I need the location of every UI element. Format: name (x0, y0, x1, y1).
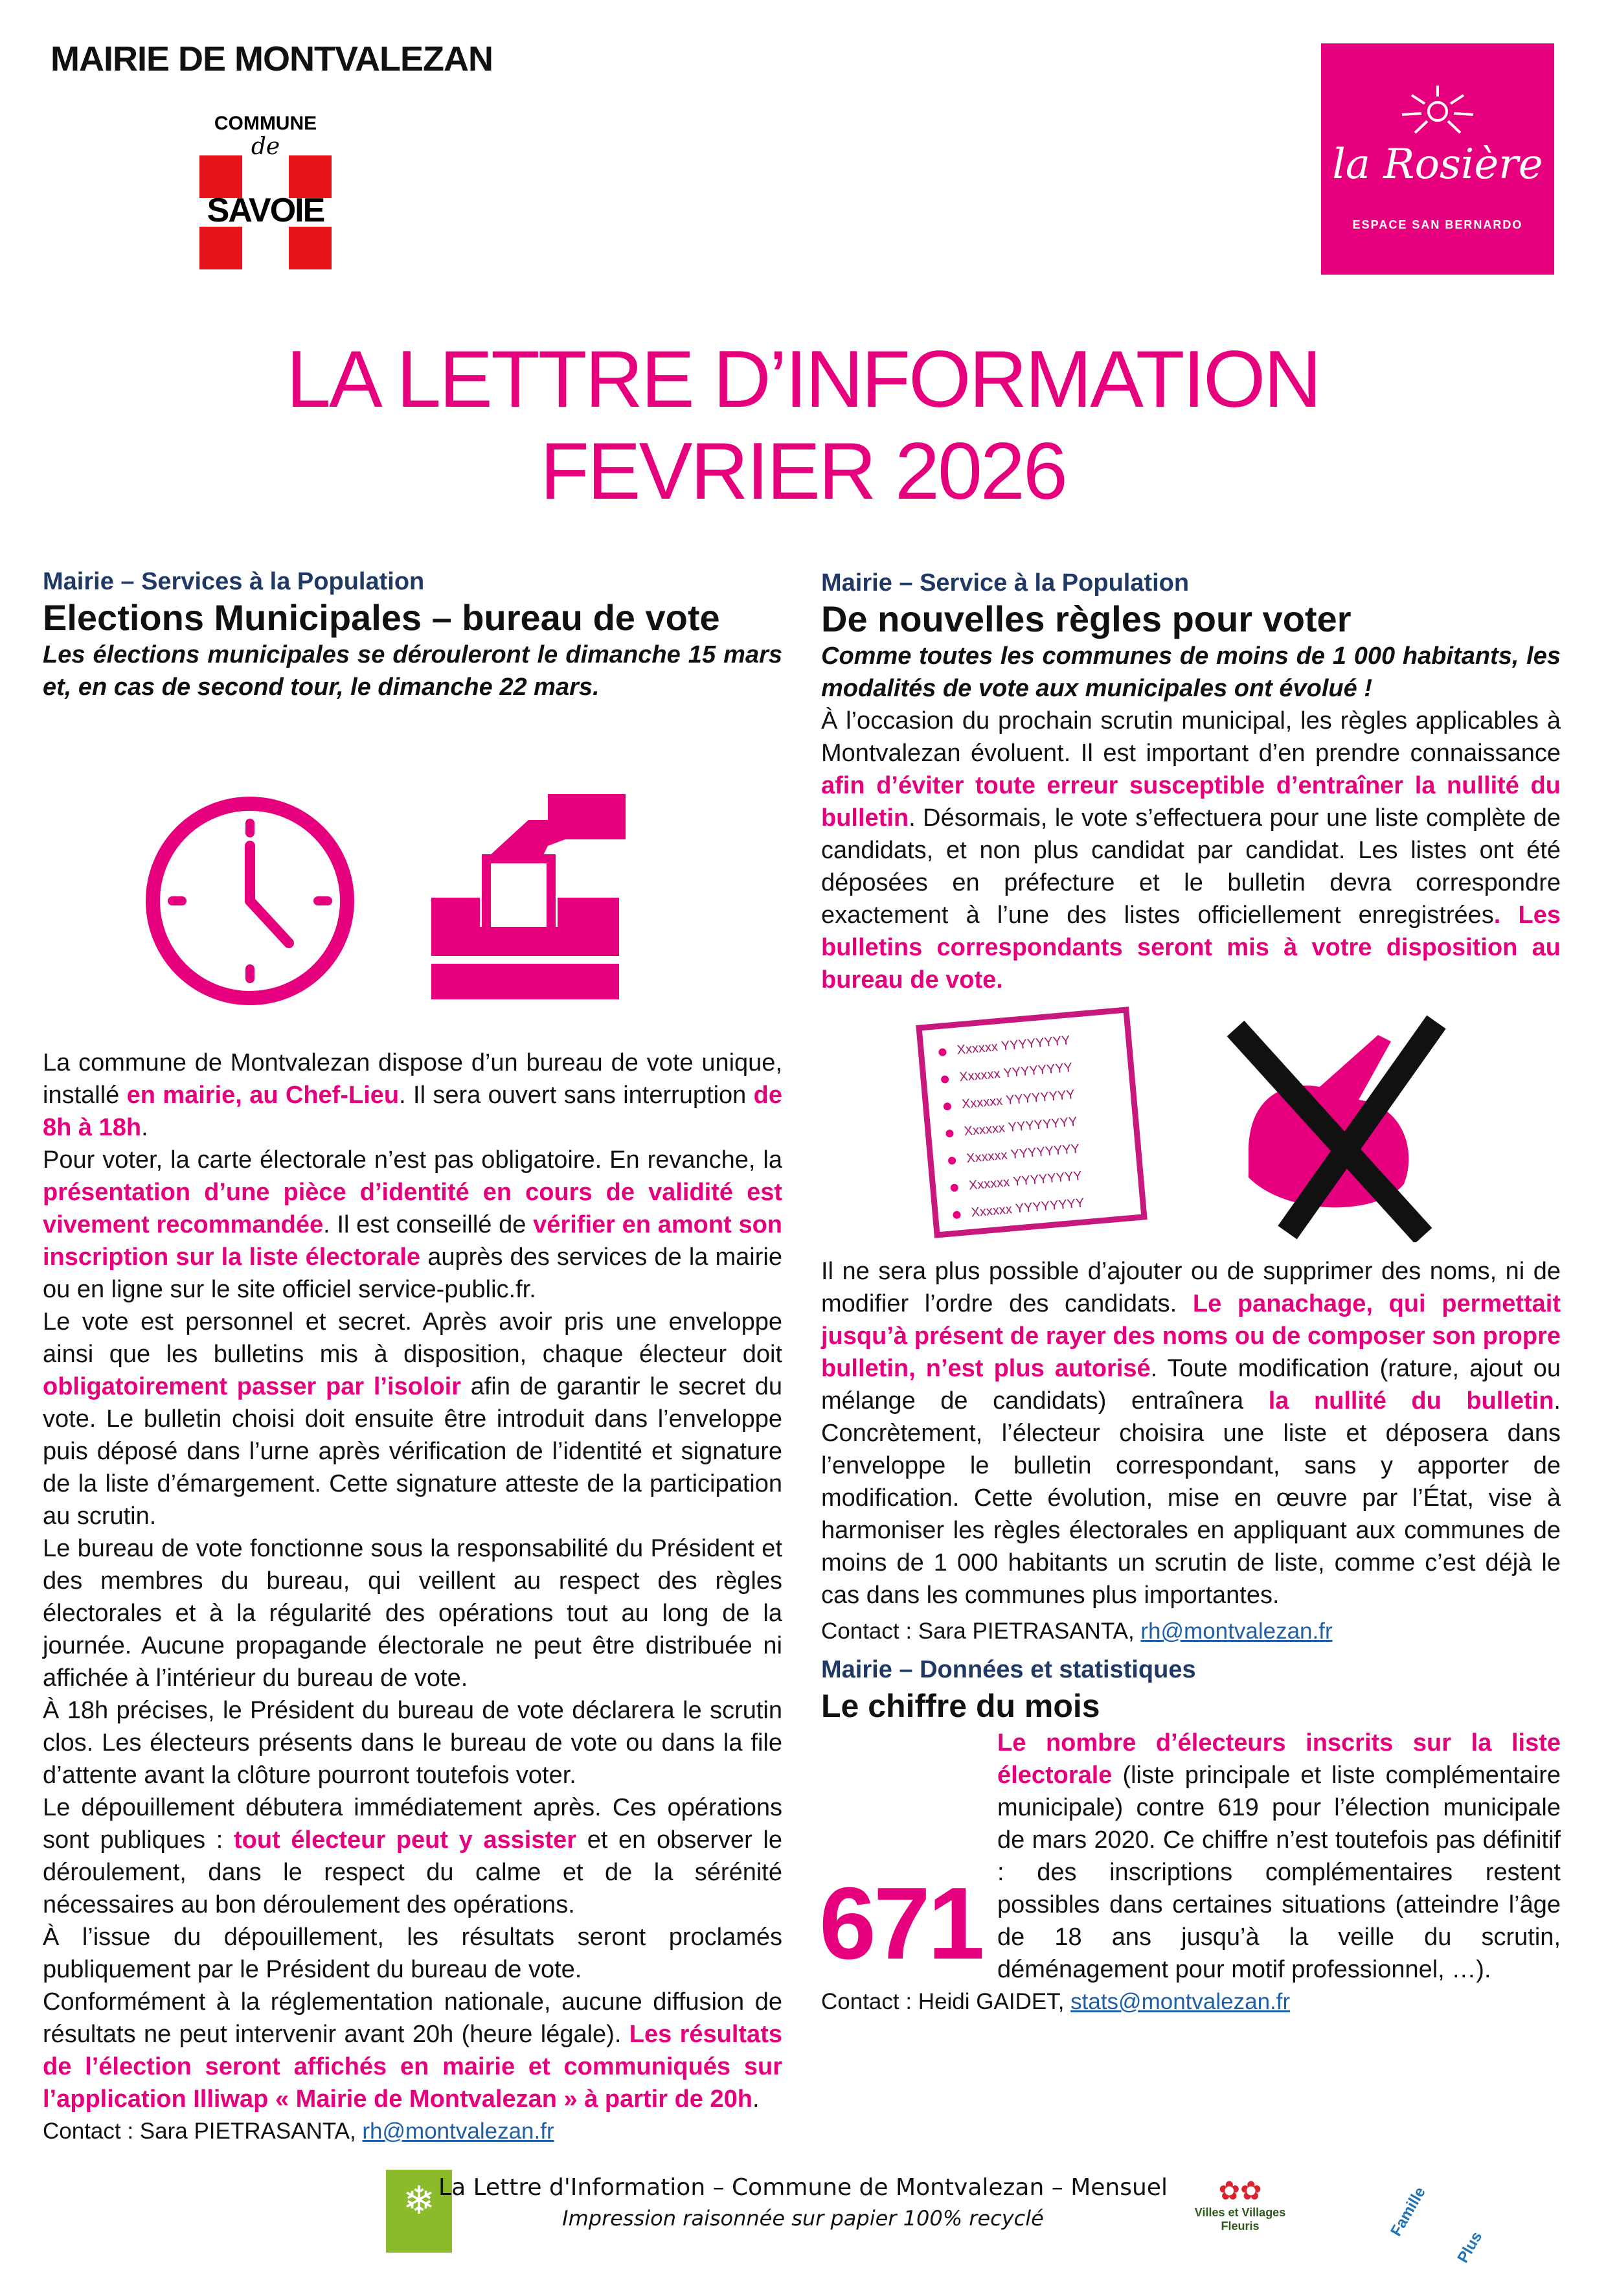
ballot-entry-name: Xxxxxx YYYYYYYY (963, 1114, 1078, 1139)
ballot-entry-name: Xxxxxx YYYYYYYY (968, 1168, 1083, 1193)
ballot-entry-name: Xxxxxx YYYYYYYY (970, 1196, 1085, 1220)
paragraph (821, 1255, 1561, 1611)
mairie-name: MAIRIE DE MONTVALEZAN (51, 40, 493, 78)
article-heading: De nouvelles règles pour voter (821, 598, 1352, 639)
contact-line (821, 1615, 1561, 1648)
stat-number: 671 (819, 1867, 982, 1981)
highlighted-text: tout électeur peut y assister (234, 1826, 577, 1854)
page-title (0, 334, 1606, 517)
text: Pour voter, la carte électorale n’est pas obligatoire. En revanche, la (43, 1146, 782, 1174)
paragraph (997, 1727, 1561, 1986)
person-icon: ● (943, 1122, 956, 1143)
text: À l’issue du dépouillement, les résultats seront proclamés publiquement par le Président du bureau de vote. (43, 1924, 782, 1983)
left-article (43, 566, 782, 2148)
person-icon: ● (947, 1176, 961, 1198)
text: . (752, 2086, 760, 2113)
contact-email-link[interactable]: rh@montvalezan.fr (362, 2119, 554, 2144)
savoie-logo-line2: de (251, 133, 280, 160)
ballot-entry-name: Xxxxxx YYYYYYYY (966, 1141, 1080, 1166)
person-icon: ● (940, 1095, 954, 1116)
contact-label: Contact : Sara PIETRASANTA, (821, 1619, 1141, 1644)
text: Le vote est personnel et secret. Après avoir pris une enveloppe ainsi que les bulletins mis à disposition, chaque électeur doit (43, 1308, 782, 1368)
article-heading: Elections Municipales – bureau de vote (43, 597, 720, 638)
footer-line-1: La Lettre d'Information – Commune de Montvalezan – Mensuel (438, 2174, 1168, 2201)
paragraph (43, 1791, 782, 1921)
highlighted-text: la nullité du bulletin (1268, 1387, 1554, 1415)
highlighted-text: vérifier en amont son inscription sur la liste électorale (43, 1211, 783, 1271)
ballot-entry-name: Xxxxxx YYYYYYYY (961, 1087, 1076, 1112)
ballot-illustration (821, 996, 1561, 1255)
rosiere-name: la Rosière (1332, 141, 1543, 188)
text: . (141, 1114, 148, 1141)
rosiere-subtitle: ESPACE SAN BERNARDO (1352, 218, 1523, 231)
highlighted-text: afin d’éviter toute erreur susceptible d’entraîner la nullité du bulletin (821, 772, 1561, 832)
article-body-top (821, 705, 1561, 996)
stats-contact-line (821, 1986, 1561, 2018)
ballot-entry-name: Xxxxxx YYYYYYYY (958, 1060, 1073, 1085)
person-icon: ● (936, 1040, 949, 1062)
text: . Toute modification (rature, ajout ou mélange de candidats) entraînera (821, 1355, 1561, 1415)
savoie-logo-line3: SAVOIE (207, 192, 324, 229)
clock-icon (143, 794, 357, 1008)
contact-label: Contact : Sara PIETRASANTA, (43, 2119, 363, 2144)
stats-body (997, 1727, 1561, 1986)
text: afin de garantir le secret du vote. Le bulletin choisi doit ensuite être introduit dans l’enveloppe puis déposé dans l’urne après vérification de l’identité et signature de la liste d’émargement. Cette signature atteste de la participation au scrutin. (43, 1373, 782, 1530)
villes-fleuris-logo (1192, 2176, 1289, 2233)
paragraph (43, 1532, 782, 1694)
snowflake-icon: ❄ (402, 2179, 436, 2222)
contact-line (43, 2115, 782, 2148)
paragraph (43, 1986, 782, 2115)
person-icon: ● (945, 1149, 958, 1170)
paragraph (43, 1144, 782, 1306)
crossed-out-pen-icon (1210, 1009, 1456, 1242)
text: Il ne sera plus possible d’ajouter ou de supprimer des noms, ni de modifier l’ordre des candidats. (821, 1258, 1561, 1317)
footer-line-2: Impression raisonnée sur papier 100% recyclé (562, 2206, 1044, 2231)
section-label: Mairie – Services à la Population (43, 568, 425, 595)
ballot-entry-name: Xxxxxx YYYYYYYY (956, 1033, 1071, 1058)
text: . Désormais, le vote s’effectuera pour une liste complète de candidats, et non plus candidat par candidat. Les listes ont été déposées en préfecture et le bulletin devra correspondre exactement à l’une des listes officiellement enregistrées (821, 804, 1561, 929)
savoie-logo-line1: COMMUNE (214, 113, 317, 134)
highlighted-text: Le panachage, qui permettait jusqu’à présent de rayer des noms ou de composer son propre bulletin, n’est plus autorisé (821, 1290, 1561, 1382)
text: À 18h précises, le Président du bureau de vote déclarera le scrutin clos. Les électeurs présents dans le bureau de vote ou dans la file d’attente avant la clôture pourront toutefois voter. (43, 1697, 782, 1789)
sun-icon (1399, 82, 1476, 141)
ballot-box-icon (418, 794, 632, 1001)
title-line-2: FEVRIER 2026 (540, 427, 1066, 516)
savoie-logo (194, 104, 337, 275)
paragraph (43, 1306, 782, 1532)
section-label: Mairie – Service à la Population (821, 569, 1190, 597)
flower-icon: ✿✿ (1218, 2177, 1262, 2205)
text: . Concrètement, l’électeur choisira une liste et déposera dans l’enveloppe le bulletin correspondant, sans y apporter de modification. Cette évolution, mise en œuvre par l’État, vise à harmoniser les règles électorales en appliquant aux communes de moins de 1 000 habitants un scrutin de liste, comme c’est déjà le cas dans les communes plus importantes. (821, 1387, 1561, 1609)
highlighted-text: Les résultats de l’élection seront affichés en mairie et communiqués sur l’application Illiwap « Mairie de Montvalezan » à partir de 20h (43, 2021, 782, 2113)
article-body (43, 1047, 782, 2115)
text: À l’occasion du prochain scrutin municipal, les règles applicables à Montvalezan évoluent. Il est important d’en prendre connaissance (821, 707, 1561, 767)
highlighted-text: de 8h à 18h (43, 1082, 783, 1141)
text: La commune de Montvalezan dispose d’un bureau de vote unique, installé (43, 1049, 782, 1109)
text: auprès des services de la mairie ou en ligne sur le site officiel service-public.fr. (43, 1244, 782, 1303)
text: . Il sera ouvert sans interruption (399, 1082, 754, 1109)
text: Le dépouillement débutera immédiatement après. Ces opérations sont publiques : (43, 1794, 782, 1854)
contact-email-link[interactable]: stats@montvalezan.fr (1070, 1989, 1291, 2014)
illustrations (43, 703, 782, 1047)
text: (liste principale et liste complémentaire municipale) contre 619 pour l’élection municipale de mars 2020. Ce chiffre n’est toutefois pas définitif : des inscriptions complémentaires restent possibles dans certaines situations (atteindre l’âge de 18 ans jusqu’à la veille du scrutin, déménagement pour motif professionnel, …). (997, 1762, 1561, 1983)
article-intro: Les élections municipales se dérouleront le dimanche 15 mars et, en cas de second tour, le dimanche 22 mars. (43, 641, 782, 701)
text: . Il est conseillé de (323, 1211, 534, 1238)
famille-plus-text: Famille Plus (1387, 2184, 1486, 2266)
highlighted-text: présentation d’une pièce d’identité en cours de validité est vivement recommandée (43, 1179, 782, 1238)
text: Conformément à la réglementation nationale, aucune diffusion de résultats ne peut intervenir avant 20h (heure légale). (43, 1988, 782, 2048)
stats-section-label: Mairie – Données et statistiques (821, 1656, 1196, 1683)
highlighted-text: . Les bulletins correspondants seront mis à votre disposition au bureau de vote. (821, 902, 1561, 994)
la-rosiere-logo (1321, 43, 1554, 275)
villes-fleuris-text: Villes et Villages Fleuris (1194, 2206, 1286, 2233)
right-article (821, 567, 1561, 2018)
paragraph (821, 705, 1561, 996)
stats-heading: Le chiffre du mois (821, 1688, 1100, 1724)
highlighted-text: obligatoirement passer par l’isoloir (43, 1373, 461, 1400)
contact-email-link[interactable]: rh@montvalezan.fr (1140, 1619, 1333, 1644)
text: et en observer le déroulement, dans le respect du calme et de la sérénité nécessaires au bon déroulement des opérations. (43, 1826, 783, 1918)
person-icon: ● (950, 1203, 964, 1225)
article-body-bottom (821, 1255, 1561, 1611)
article-intro: Comme toutes les communes de moins de 1 000 habitants, les modalités de vote aux municipales ont évolué ! (821, 642, 1561, 702)
paragraph (43, 1047, 782, 1144)
paragraph (43, 1694, 782, 1791)
title-line-1: LA LETTRE D’INFORMATION (286, 335, 1320, 424)
candidate-list-illustration (916, 1006, 1148, 1238)
text: Le bureau de vote fonctionne sous la responsabilité du Président et des membres du bureau, qui veillent au respect des règles électorales et à la régularité des opérations tout au long de la journée. Aucune propagande électorale ne peut être distribuée ni affichée à l’intérieur du bureau de vote. (43, 1535, 782, 1692)
highlighted-text: Le nombre d’électeurs inscrits sur la liste électorale (997, 1729, 1561, 1789)
contact-label: Contact : Heidi GAIDET, (821, 1989, 1071, 2014)
paragraph (43, 1921, 782, 1986)
highlighted-text: en mairie, au Chef-Lieu (126, 1082, 400, 1109)
person-icon: ● (938, 1067, 951, 1089)
